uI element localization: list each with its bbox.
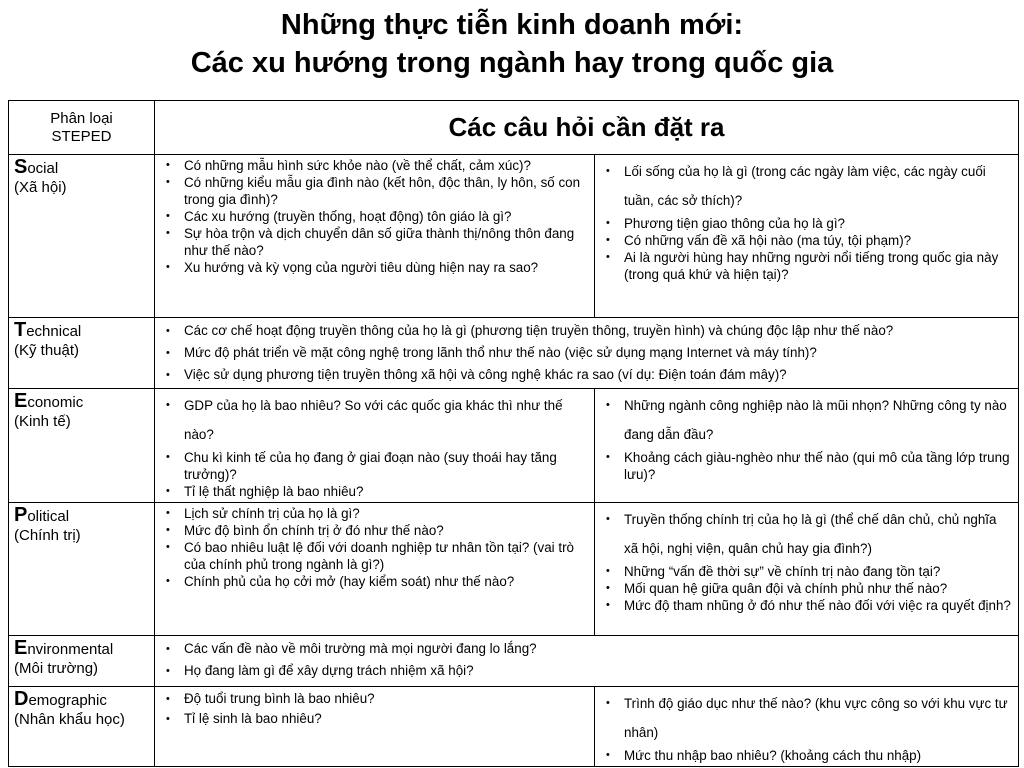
row-economic [9, 389, 1019, 503]
technical-questions [155, 318, 1019, 389]
question-item: • Có những mẫu hình sức khỏe nào (về thể chất, cảm xúc)? [159, 157, 590, 174]
economic-left [155, 389, 595, 503]
classification-line-2: STEPED [51, 127, 112, 145]
question-item: • Mức độ bình ổn chính trị ở đó như thế nào? [159, 522, 590, 539]
social-right [595, 155, 1019, 318]
question-item: • Tỉ lệ thất nghiệp là bao nhiêu? [159, 483, 590, 500]
question-item: • Mức độ tham nhũng ở đó như thế nào đối với việc ra quyết định? [599, 597, 1014, 614]
question-item: • Ai là người hùng hay những người nổi tiếng trong quốc gia này (trong quá khứ và hiện tại)? [599, 249, 1014, 283]
question-item: • Truyền thống chính trị của họ là gì (thể chế dân chủ, chủ nghĩa xã hội, nghị viện, quân chủ hay gia đình?) [599, 505, 1014, 563]
question-item: • Mối quan hệ giữa quân đội và chính phủ như thế nào? [599, 580, 1014, 597]
category-name: conomic [27, 394, 84, 411]
question-item: • Độ tuổi trung bình là bao nhiêu? [159, 689, 590, 709]
category-name: emographic [28, 692, 107, 709]
environmental-questions [155, 636, 1019, 687]
header-row [9, 101, 1019, 155]
category-social [9, 155, 155, 318]
category-initial: D [14, 688, 29, 710]
category-name: echnical [26, 323, 82, 340]
category-vn: (Xã hội) [14, 179, 67, 196]
question-item: • Khoảng cách giàu-nghèo như thế nào (qui mô của tầng lớp trung lưu)? [599, 449, 1014, 483]
category-vn: (Kỹ thuật) [14, 342, 80, 359]
question-item: • Những “vấn đề thời sự” về chính trị nào đang tồn tại? [599, 563, 1014, 580]
category-name: ocial [27, 160, 59, 177]
category-environmental [9, 636, 155, 687]
social-left [155, 155, 595, 318]
question-item: • Trình độ giáo dục như thế nào? (khu vực công so với khu vực tư nhân) [599, 689, 1014, 747]
question-item: • Lối sống của họ là gì (trong các ngày làm việc, các ngày cuối tuần, các sở thích)? [599, 157, 1014, 215]
question-item: • Những ngành công nghiệp nào là mũi nhọn? Những công ty nào đang dẫn đầu? [599, 391, 1014, 449]
category-political [9, 503, 155, 636]
row-social [9, 155, 1019, 318]
political-right [595, 503, 1019, 636]
category-name: olitical [27, 508, 70, 525]
economic-right [595, 389, 1019, 503]
question-item: • Các vấn đề nào về môi trường mà mọi người đang lo lắng? [159, 638, 1014, 660]
question-item: • GDP của họ là bao nhiêu? So với các quốc gia khác thì như thế nào? [159, 391, 590, 449]
category-vn: (Nhân khẩu học) [14, 711, 125, 728]
question-item: • Tỉ lệ sinh là bao nhiêu? [159, 709, 590, 729]
row-demographic [9, 687, 1019, 767]
question-item: • Phương tiện giao thông của họ là gì? [599, 215, 1014, 232]
question-item: • Các cơ chế hoạt động truyền thông của họ là gì (phương tiện truyền thông, truyền hình) và chúng độc lập như thế nào? [159, 320, 1014, 342]
question-item: • Có bao nhiêu luật lệ đối với doanh nghiệp tư nhân tồn tại? (vai trò của chính phủ trong ngành là gì?) [159, 539, 590, 573]
category-vn: (Môi trường) [14, 660, 99, 677]
category-vn: (Kinh tế) [14, 413, 71, 430]
category-name: nvironmental [27, 641, 114, 658]
steped-table [8, 100, 1019, 767]
question-item: • Mức thu nhập bao nhiêu? (khoảng cách thu nhập) [599, 747, 1014, 764]
question-item: • Sự hòa trộn và dịch chuyển dân số giữa thành thị/nông thôn đang như thế nào? [159, 225, 590, 259]
question-item: • Chu kì kinh tế của họ đang ở giai đoạn nào (suy thoái hay tăng trưởng)? [159, 449, 590, 483]
category-technical [9, 318, 155, 389]
classification-line-1: Phân loại [50, 109, 113, 127]
question-item: • Có những vấn đề xã hội nào (ma túy, tội phạm)? [599, 232, 1014, 249]
demographic-right [595, 687, 1019, 767]
category-economic [9, 389, 155, 503]
slide-title [0, 6, 1024, 82]
title-line-2: Các xu hướng trong ngành hay trong quốc gia [190, 47, 834, 79]
question-item: • Mức độ phát triển về mặt công nghệ trong lãnh thổ như thế nào (việc sử dụng mạng Internet và máy tính)? [159, 342, 1014, 364]
question-item: • Việc sử dụng phương tiện truyền thông xã hội và công nghệ khác ra sao (ví dụ: Điện toán đám mây)? [159, 364, 1014, 386]
question-item: • Các xu hướng (truyền thống, hoạt động) tôn giáo là gì? [159, 208, 590, 225]
category-initial: S [14, 156, 28, 178]
classification-header [9, 101, 155, 155]
category-initial: E [14, 390, 28, 412]
question-item: • Họ đang làm gì để xây dựng trách nhiệm xã hội? [159, 660, 1014, 682]
category-initial: E [14, 637, 28, 659]
demographic-left [155, 687, 595, 767]
question-item: • Lịch sử chính trị của họ là gì? [159, 505, 590, 522]
questions-header: Các câu hỏi cần đặt ra [155, 101, 1019, 155]
row-environmental [9, 636, 1019, 687]
question-item: • Có những kiểu mẫu gia đình nào (kết hôn, độc thân, ly hôn, số con trong gia đình)? [159, 174, 590, 208]
row-technical [9, 318, 1019, 389]
title-line-1: Những thực tiễn kinh doanh mới: [280, 9, 744, 41]
category-demographic [9, 687, 155, 767]
category-initial: T [14, 319, 27, 341]
political-left [155, 503, 595, 636]
row-political [9, 503, 1019, 636]
category-initial: P [14, 504, 28, 526]
question-item: • Chính phủ của họ cởi mở (hay kiểm soát) như thế nào? [159, 573, 590, 590]
question-item: • Xu hướng và kỳ vọng của người tiêu dùng hiện nay ra sao? [159, 259, 590, 276]
category-vn: (Chính trị) [14, 527, 81, 544]
